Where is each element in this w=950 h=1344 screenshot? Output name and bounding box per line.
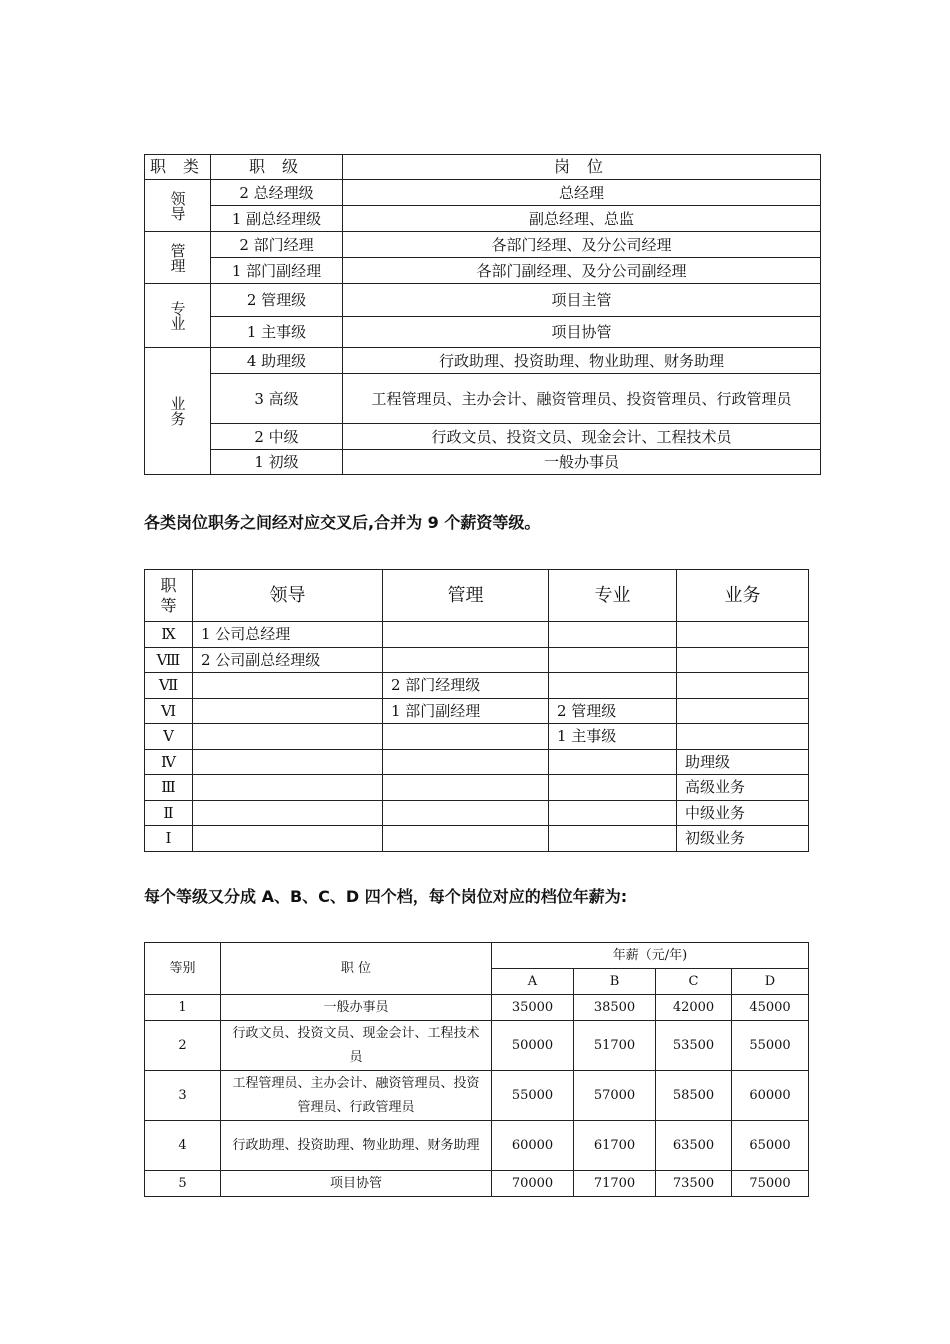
salary-cell: 51700 xyxy=(574,1021,656,1071)
salary-cell: 70000 xyxy=(492,1171,574,1197)
position-cell: 行政助理、投资助理、物业助理、财务助理 xyxy=(221,1121,492,1171)
matrix-cell: 中级业务 xyxy=(677,800,809,826)
salary-cell: 53500 xyxy=(656,1021,732,1071)
header-professional: 专业 xyxy=(549,570,677,622)
salary-cell: 55000 xyxy=(492,1071,574,1121)
matrix-cell xyxy=(383,647,549,673)
matrix-cell: 1 部门副经理 xyxy=(383,698,549,724)
matrix-cell xyxy=(677,698,809,724)
level-cell: 1 初级 xyxy=(211,450,343,475)
position-cell: 各部门经理、及分公司经理 xyxy=(343,232,821,258)
matrix-cell xyxy=(383,724,549,750)
table-row xyxy=(145,1121,809,1171)
salary-cell: 45000 xyxy=(732,995,809,1021)
table-row xyxy=(145,1021,809,1071)
grade-cell: Ⅴ xyxy=(145,724,193,750)
matrix-cell xyxy=(549,673,677,699)
level-cell: 1 部门副经理 xyxy=(211,258,343,284)
matrix-cell xyxy=(677,622,809,648)
table-row xyxy=(145,775,809,801)
grade-cell: Ⅲ xyxy=(145,775,193,801)
table-row xyxy=(145,450,821,475)
level-cell: 2 管理级 xyxy=(211,284,343,317)
salary-cell: 65000 xyxy=(732,1121,809,1171)
position-cell: 项目协管 xyxy=(221,1171,492,1197)
paragraph-grades-merged: 各类岗位职务之间经对应交叉后,合并为 9 个薪资等级。 xyxy=(144,513,541,532)
position-cell: 总经理 xyxy=(343,180,821,206)
table-row xyxy=(145,348,821,374)
header-grade: 等别 xyxy=(145,943,221,995)
level-cell: 1 主事级 xyxy=(211,317,343,348)
position-cell: 项目协管 xyxy=(343,317,821,348)
matrix-cell xyxy=(383,749,549,775)
matrix-cell xyxy=(193,800,383,826)
table-row xyxy=(145,424,821,450)
table-row xyxy=(145,800,809,826)
matrix-cell xyxy=(193,826,383,852)
grade-cell: 1 xyxy=(145,995,221,1021)
level-cell: 4 助理级 xyxy=(211,348,343,374)
table-row xyxy=(145,673,809,699)
table-row xyxy=(145,1171,809,1197)
position-cell: 项目主管 xyxy=(343,284,821,317)
matrix-cell xyxy=(549,800,677,826)
position-cell: 各部门副经理、及分公司副经理 xyxy=(343,258,821,284)
matrix-cell xyxy=(193,673,383,699)
table-row xyxy=(145,826,809,852)
grade-cell: Ⅰ xyxy=(145,826,193,852)
category-cell: 管理 xyxy=(145,232,211,284)
tier-header: D xyxy=(732,969,809,995)
table-row xyxy=(145,206,821,232)
matrix-cell xyxy=(383,622,549,648)
position-cell: 工程管理员、主办会计、融资管理员、投资管理员、行政管理员 xyxy=(343,374,821,424)
matrix-cell xyxy=(193,749,383,775)
salary-cell: 75000 xyxy=(732,1171,809,1197)
position-cell: 副总经理、总监 xyxy=(343,206,821,232)
matrix-cell xyxy=(549,647,677,673)
salary-cell: 58500 xyxy=(656,1071,732,1121)
matrix-cell: 助理级 xyxy=(677,749,809,775)
position-cell: 行政文员、投资文员、现金会计、工程技术员 xyxy=(343,424,821,450)
salary-cell: 42000 xyxy=(656,995,732,1021)
position-cell: 行政助理、投资助理、物业助理、财务助理 xyxy=(343,348,821,374)
header-level: 职 级 xyxy=(211,155,343,180)
grade-matrix-table xyxy=(144,569,809,852)
tier-header: A xyxy=(492,969,574,995)
position-cell: 一般办事员 xyxy=(343,450,821,475)
job-category-table xyxy=(144,154,821,475)
header-position: 岗 位 xyxy=(343,155,821,180)
level-cell: 2 总经理级 xyxy=(211,180,343,206)
table-header-row xyxy=(145,155,821,180)
matrix-cell: 1 公司总经理 xyxy=(193,622,383,648)
level-cell: 2 部门经理 xyxy=(211,232,343,258)
matrix-cell xyxy=(383,826,549,852)
table-header-row xyxy=(145,943,809,969)
grade-cell: Ⅱ xyxy=(145,800,193,826)
table-row xyxy=(145,622,809,648)
matrix-cell: 2 管理级 xyxy=(549,698,677,724)
matrix-cell xyxy=(193,698,383,724)
table-row xyxy=(145,724,809,750)
salary-cell: 35000 xyxy=(492,995,574,1021)
grade-cell: 5 xyxy=(145,1171,221,1197)
header-leadership: 领导 xyxy=(193,570,383,622)
table-row xyxy=(145,258,821,284)
salary-cell: 60000 xyxy=(732,1071,809,1121)
matrix-cell: 初级业务 xyxy=(677,826,809,852)
salary-cell: 61700 xyxy=(574,1121,656,1171)
header-business: 业务 xyxy=(677,570,809,622)
grade-cell: 4 xyxy=(145,1121,221,1171)
matrix-cell xyxy=(549,749,677,775)
salary-cell: 38500 xyxy=(574,995,656,1021)
matrix-cell: 高级业务 xyxy=(677,775,809,801)
table-row xyxy=(145,232,821,258)
header-category: 职 类 xyxy=(145,155,211,180)
position-cell: 一般办事员 xyxy=(221,995,492,1021)
salary-table xyxy=(144,942,809,1197)
table-header-row xyxy=(145,570,809,622)
salary-cell: 50000 xyxy=(492,1021,574,1071)
header-management: 管理 xyxy=(383,570,549,622)
salary-cell: 73500 xyxy=(656,1171,732,1197)
grade-cell: 2 xyxy=(145,1021,221,1071)
table-row xyxy=(145,284,821,317)
salary-cell: 60000 xyxy=(492,1121,574,1171)
grade-cell: Ⅸ xyxy=(145,622,193,648)
tier-header: C xyxy=(656,969,732,995)
matrix-cell xyxy=(677,673,809,699)
matrix-cell: 2 公司副总经理级 xyxy=(193,647,383,673)
level-cell: 3 高级 xyxy=(211,374,343,424)
grade-cell: 3 xyxy=(145,1071,221,1121)
header-position: 职 位 xyxy=(221,943,492,995)
table-row xyxy=(145,995,809,1021)
level-cell: 2 中级 xyxy=(211,424,343,450)
matrix-cell xyxy=(549,826,677,852)
matrix-cell: 2 部门经理级 xyxy=(383,673,549,699)
table-row xyxy=(145,374,821,424)
matrix-cell xyxy=(677,724,809,750)
grade-cell: Ⅶ xyxy=(145,673,193,699)
matrix-cell xyxy=(193,775,383,801)
salary-cell: 71700 xyxy=(574,1171,656,1197)
header-annual-salary: 年薪（元/年) xyxy=(492,943,809,969)
table-row xyxy=(145,647,809,673)
table-row xyxy=(145,180,821,206)
header-grade: 职等 xyxy=(145,570,193,622)
category-cell: 专业 xyxy=(145,284,211,348)
matrix-cell xyxy=(549,622,677,648)
level-cell: 1 副总经理级 xyxy=(211,206,343,232)
matrix-cell xyxy=(193,724,383,750)
matrix-cell xyxy=(383,775,549,801)
salary-cell: 57000 xyxy=(574,1071,656,1121)
salary-cell: 63500 xyxy=(656,1121,732,1171)
table-row xyxy=(145,1071,809,1121)
grade-cell: Ⅳ xyxy=(145,749,193,775)
salary-cell: 55000 xyxy=(732,1021,809,1071)
category-cell: 领导 xyxy=(145,180,211,232)
grade-cell: Ⅵ xyxy=(145,698,193,724)
paragraph-salary-tiers: 每个等级又分成 A、B、C、D 四个档，每个岗位对应的档位年薪为: xyxy=(144,887,628,906)
tier-header: B xyxy=(574,969,656,995)
table-row xyxy=(145,749,809,775)
table-row xyxy=(145,317,821,348)
matrix-cell xyxy=(677,647,809,673)
position-cell: 工程管理员、主办会计、融资管理员、投资管理员、行政管理员 xyxy=(221,1071,492,1121)
matrix-cell xyxy=(383,800,549,826)
matrix-cell xyxy=(549,775,677,801)
category-cell: 业务 xyxy=(145,348,211,475)
position-cell: 行政文员、投资文员、现金会计、工程技术员 xyxy=(221,1021,492,1071)
grade-cell: Ⅷ xyxy=(145,647,193,673)
table-row xyxy=(145,698,809,724)
matrix-cell: 1 主事级 xyxy=(549,724,677,750)
